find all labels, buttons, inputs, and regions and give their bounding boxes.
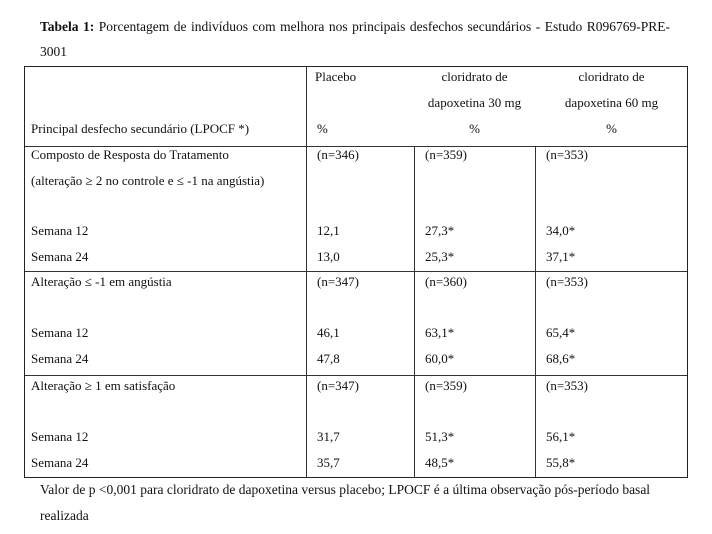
header-dapox30-unit: % — [469, 121, 480, 136]
row-divider — [25, 375, 687, 376]
cell-placebo: 47,8 — [317, 351, 340, 366]
n-dapox30: (n=359) — [425, 147, 467, 162]
cell-dapox60: 68,6* — [546, 351, 576, 366]
cell-placebo: 46,1 — [317, 325, 340, 340]
row-divider — [25, 271, 687, 272]
n-dapox30: (n=359) — [425, 378, 467, 393]
header-dapox60-line1: cloridrato de — [578, 69, 645, 84]
cell-dapox60: 65,4* — [546, 325, 576, 340]
cell-placebo: 13,0 — [317, 249, 340, 264]
caption-text: Porcentagem de indivíduos com melhora nos principais desfechos secundários - Estudo R096769-PRE-3001 — [40, 19, 670, 59]
header-dapox30-line1: cloridrato de — [441, 69, 508, 84]
section-title: Alteração ≤ -1 em angústia — [31, 274, 172, 289]
header-dapox60-line2: dapoxetina 60 mg — [564, 95, 659, 110]
column-divider — [414, 147, 415, 477]
row-label: Semana 12 — [31, 429, 89, 444]
section-subtitle: (alteração ≥ 2 no controle e ≤ -1 na angústia) — [31, 173, 265, 188]
row-label: Semana 24 — [31, 455, 89, 470]
row-label: Semana 12 — [31, 325, 89, 340]
cell-dapox30: 25,3* — [425, 249, 455, 264]
cell-placebo: 35,7 — [317, 455, 340, 470]
row-label: Semana 24 — [31, 351, 89, 366]
n-placebo: (n=346) — [317, 147, 359, 162]
row-label: Semana 12 — [31, 223, 89, 238]
cell-dapox60: 34,0* — [546, 223, 576, 238]
results-table — [24, 66, 688, 478]
cell-dapox60: 56,1* — [546, 429, 576, 444]
table-caption — [40, 14, 670, 64]
table-footnote: Valor de p <0,001 para cloridrato de dapoxetina versus placebo; LPOCF é a última observação pós-período basal realizada — [40, 482, 651, 523]
n-placebo: (n=347) — [317, 378, 359, 393]
header-placebo: Placebo — [315, 69, 357, 84]
column-divider — [535, 147, 536, 477]
column-divider — [306, 67, 307, 477]
n-dapox60: (n=353) — [546, 147, 588, 162]
cell-dapox30: 60,0* — [425, 351, 455, 366]
row-label: Semana 24 — [31, 249, 89, 264]
header-placebo-unit: % — [317, 121, 328, 136]
cell-dapox30: 63,1* — [425, 325, 455, 340]
header-row-label: Principal desfecho secundário (LPOCF *) — [31, 121, 250, 136]
n-dapox60: (n=353) — [546, 274, 588, 289]
caption-label: Tabela 1: — [40, 19, 95, 34]
n-dapox60: (n=353) — [546, 378, 588, 393]
cell-dapox30: 48,5* — [425, 455, 455, 470]
section-title: Alteração ≥ 1 em satisfação — [31, 378, 176, 393]
n-dapox30: (n=360) — [425, 274, 467, 289]
n-placebo: (n=347) — [317, 274, 359, 289]
cell-placebo: 12,1 — [317, 223, 340, 238]
section-title: Composto de Resposta do Tratamento — [31, 147, 229, 162]
cell-placebo: 31,7 — [317, 429, 340, 444]
header-dapox30-line2: dapoxetina 30 mg — [427, 95, 522, 110]
cell-dapox60: 37,1* — [546, 249, 576, 264]
cell-dapox30: 51,3* — [425, 429, 455, 444]
cell-dapox60: 55,8* — [546, 455, 576, 470]
header-dapox60-unit: % — [606, 121, 617, 136]
cell-dapox30: 27,3* — [425, 223, 455, 238]
